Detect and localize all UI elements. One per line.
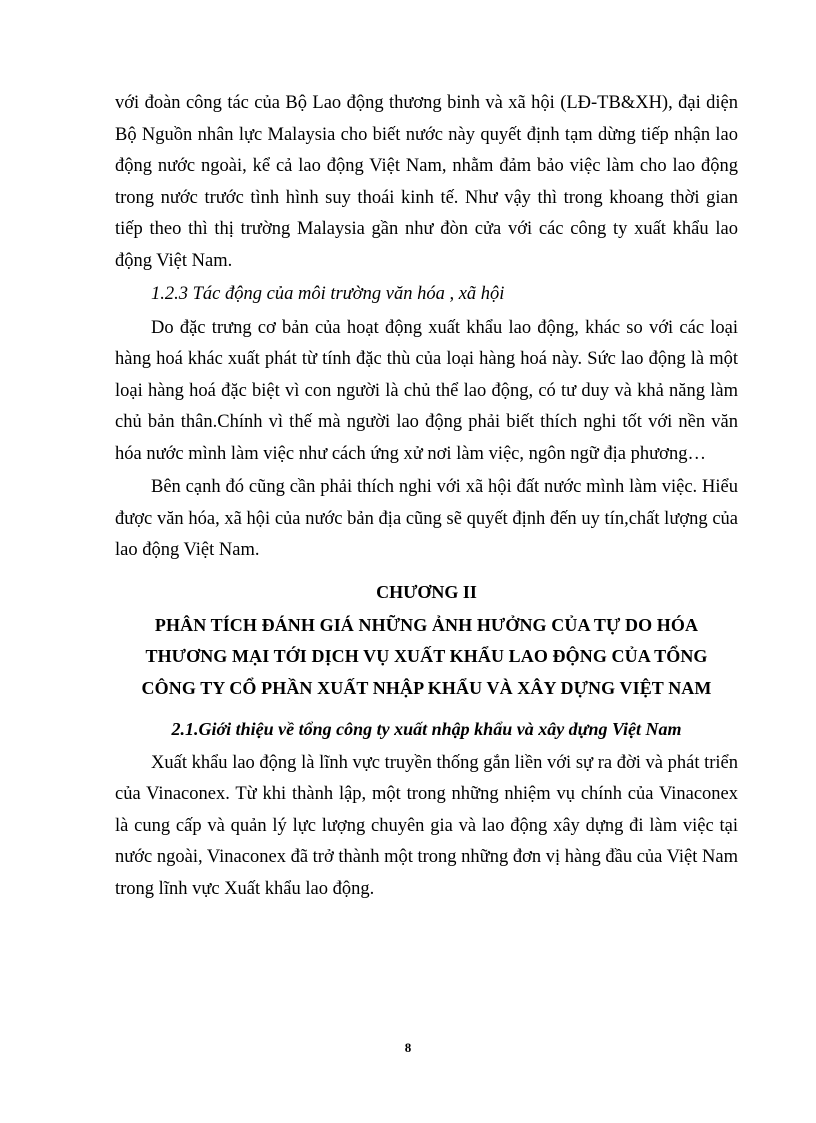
page-content (115, 88, 738, 905)
chapter-title-line: CÔNG TY CỔ PHẦN XUẤT NHẬP KHẨU VÀ XÂY DỰNG VIỆT NAM (141, 677, 712, 698)
chapter-title (115, 610, 738, 705)
paragraph-malaysia: với đoàn công tác của Bộ Lao động thương binh và xã hội (LĐ-TB&XH), đại diện Bộ Nguồn nhân lực Malaysia cho biết nước này quyết định tạm dừng tiếp nhận lao động nước ngoài, kể cả lao động Việt Nam, nhằm đảm bảo việc làm cho lao động trong nước trước tình hình suy thoái kinh tế. Như vậy thì trong khoang thời gian tiếp theo thì thị trường Malaysia gần như đòn cửa với các công ty xuất khẩu lao động Việt Nam. (115, 93, 738, 271)
paragraph-vinaconex: Xuất khẩu lao động là lĩnh vực truyền thống gắn liền với sự ra đời và phát triển của Vinaconex. Từ khi thành lập, một trong những nhiệm vụ chính của Vinaconex là cung cấp và quản lý lực lượng chuyên gia và lao động xây dựng đi làm việc tại nước ngoài, Vinaconex đã trở thành một trong những đơn vị hàng đầu của Việt Nam trong lĩnh vực Xuất khẩu lao động. (115, 752, 738, 899)
chapter-label: CHƯƠNG II (376, 581, 477, 602)
section-heading-2-1: 2.1.Giới thiệu về tổng công ty xuất nhập khẩu và xây dựng Việt Nam (171, 719, 682, 739)
paragraph-cultural-impact: Do đặc trưng cơ bản của hoạt động xuất khẩu lao động, khác so với các loại hàng hoá khác xuất phát từ tính đặc thù của loại hàng hoá này. Sức lao động là một loại hàng hoá đặc biệt vì con người là chủ thể lao động, có tư duy và khả năng làm chủ bản thân.Chính vì thế mà người lao động phải biết thích nghi tốt với nền văn hóa nước mình làm việc như cách ứng xử nơi làm việc, ngôn ngữ địa phương… (115, 317, 738, 464)
page-number: 8 (404, 1040, 412, 1055)
chapter-title-line: THƯƠNG MẠI TỚI DỊCH VỤ XUẤT KHẨU LAO ĐỘNG CỦA TỔNG (145, 646, 708, 666)
chapter-title-line: PHÂN TÍCH ĐÁNH GIÁ NHỮNG ẢNH HƯỞNG CỦA TỰ DO HÓA (154, 614, 699, 635)
paragraph-social-adaptation: Bên cạnh đó cũng cần phải thích nghi với xã hội đất nước mình làm việc. Hiểu được văn hóa, xã hội của nước bản địa cũng sẽ quyết định đến uy tín,chất lượng của lao động Việt Nam. (115, 477, 738, 560)
subheading-1-2-3: 1.2.3 Tác động của môi trường văn hóa , xã hội (151, 284, 505, 304)
